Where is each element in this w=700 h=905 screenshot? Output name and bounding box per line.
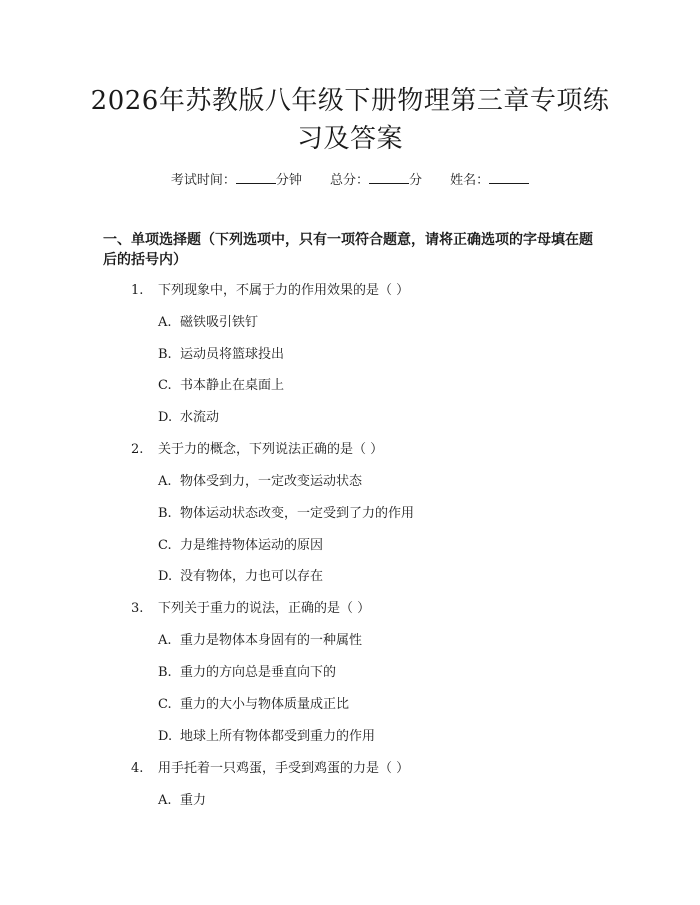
question-3-option-c xyxy=(158,696,349,714)
question-4-option-a xyxy=(158,792,206,810)
question-1-option-b xyxy=(158,346,284,364)
option-letter: A. xyxy=(158,793,172,808)
option-text: 磁铁吸引铁钉 xyxy=(180,315,259,330)
option-letter: D. xyxy=(158,410,173,425)
exam-info xyxy=(0,170,700,190)
question-text: 关于力的概念，下列说法正确的是（ ） xyxy=(158,442,384,457)
option-letter: D. xyxy=(158,729,173,744)
option-letter: B. xyxy=(158,665,172,680)
question-1-option-a xyxy=(158,314,258,332)
total-score xyxy=(330,170,422,190)
option-letter: C. xyxy=(158,538,172,553)
option-text: 重力是物体本身固有的一种属性 xyxy=(180,633,363,648)
total-score-blank xyxy=(369,170,409,184)
question-text: 下列现象中，不属于力的作用效果的是（ ） xyxy=(158,283,410,298)
option-letter: C. xyxy=(158,378,172,393)
option-text: 力是维持物体运动的原因 xyxy=(180,538,324,553)
question-1-option-d xyxy=(158,409,219,427)
question-1 xyxy=(131,282,409,300)
exam-time-unit: 分钟 xyxy=(275,173,302,188)
option-text: 重力的方向总是垂直向下的 xyxy=(180,665,337,680)
question-3-option-a xyxy=(158,632,362,650)
question-3 xyxy=(131,600,370,618)
option-text: 重力的大小与物体质量成正比 xyxy=(180,697,350,712)
total-score-unit: 分 xyxy=(409,173,423,188)
question-2-option-c xyxy=(158,537,323,555)
option-letter: A. xyxy=(158,474,172,489)
option-letter: C. xyxy=(158,697,172,712)
option-text: 没有物体，力也可以存在 xyxy=(180,569,324,584)
question-text: 下列关于重力的说法，正确的是（ ） xyxy=(158,601,371,616)
option-text: 水流动 xyxy=(180,410,220,425)
question-2-option-a xyxy=(158,473,362,491)
exam-time-label: 考试时间： xyxy=(170,173,236,188)
option-letter: A. xyxy=(158,315,172,330)
student-name xyxy=(450,170,529,190)
total-score-label: 总分： xyxy=(329,173,369,188)
option-text: 重力 xyxy=(180,793,207,808)
option-text: 地球上所有物体都受到重力的作用 xyxy=(180,729,376,744)
question-2-option-d xyxy=(158,568,323,586)
option-letter: A. xyxy=(158,633,172,648)
option-text: 物体运动状态改变，一定受到了力的作用 xyxy=(180,506,415,521)
option-text: 物体受到力，一定改变运动状态 xyxy=(180,474,363,489)
question-text: 用手托着一只鸡蛋，手受到鸡蛋的力是（ ） xyxy=(158,761,410,776)
page-title: 2026年苏教版八年级下册物理第三章专项练习及答案 xyxy=(90,86,610,154)
student-name-blank xyxy=(489,170,529,184)
exam-time xyxy=(171,170,302,190)
option-text: 运动员将篮球投出 xyxy=(180,347,285,362)
student-name-label: 姓名： xyxy=(450,173,490,188)
question-1-option-c xyxy=(158,377,284,395)
question-number: 1. xyxy=(131,283,144,298)
question-number: 3. xyxy=(131,601,144,616)
option-text: 书本静止在桌面上 xyxy=(180,378,285,393)
question-4 xyxy=(131,760,409,778)
question-number: 2. xyxy=(131,442,144,457)
question-2 xyxy=(131,441,383,459)
section-heading: 一、单项选择题（下列选项中，只有一项符合题意，请将正确选项的字母填在题后的括号内） xyxy=(103,232,593,268)
option-letter: B. xyxy=(158,506,172,521)
question-2-option-b xyxy=(158,505,414,523)
question-number: 4. xyxy=(131,761,144,776)
question-3-option-d xyxy=(158,728,375,746)
exam-time-blank xyxy=(236,170,276,184)
option-letter: D. xyxy=(158,569,173,584)
question-3-option-b xyxy=(158,664,336,682)
option-letter: B. xyxy=(158,347,172,362)
